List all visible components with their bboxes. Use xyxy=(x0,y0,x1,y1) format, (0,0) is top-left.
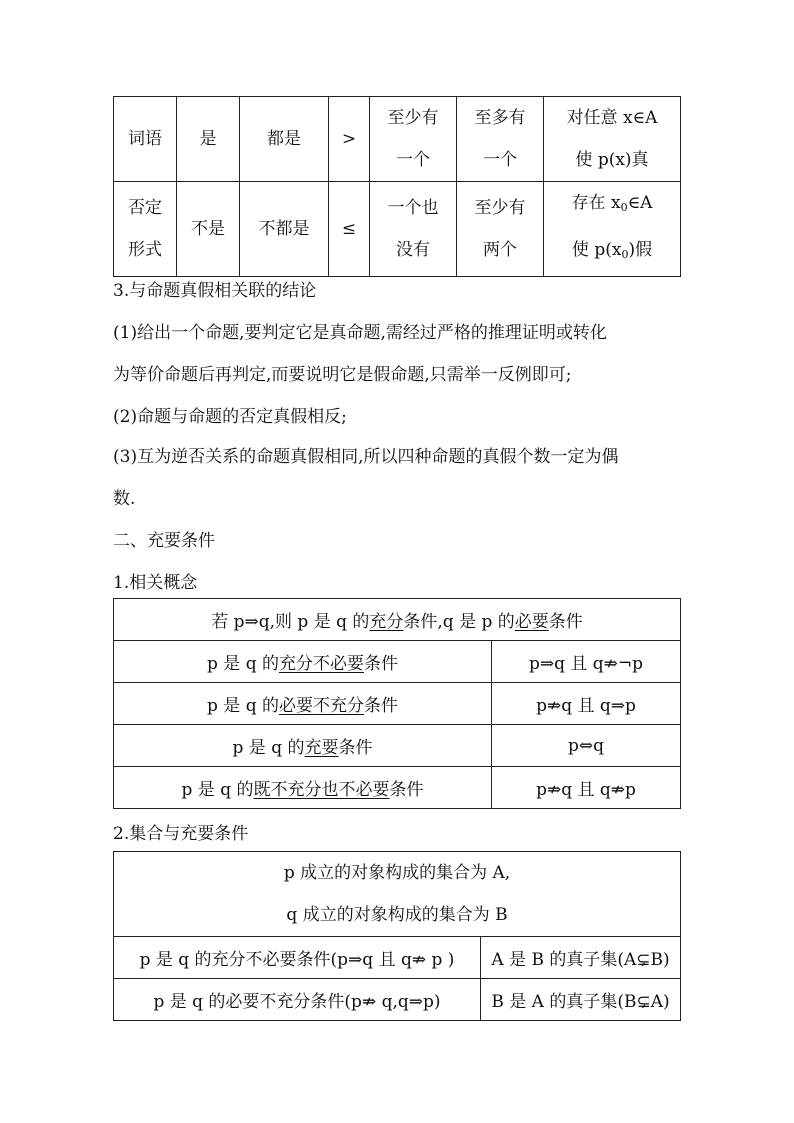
table-cell xyxy=(457,97,544,182)
table-cell xyxy=(492,767,681,809)
table-cell xyxy=(114,683,492,725)
table-row xyxy=(114,599,681,641)
cell-text: B 是 A 的真子集(B⊊A) xyxy=(491,992,670,1012)
cell-text: 两个 xyxy=(483,240,517,260)
cell-text: 一个 xyxy=(396,150,430,170)
cell-text: p⇔q xyxy=(567,735,604,756)
cell-text: 一个也 xyxy=(387,198,439,218)
cell-text xyxy=(544,229,680,276)
table-cell xyxy=(370,97,457,182)
table-header-cell xyxy=(114,852,681,937)
paragraph-line: (3)互为逆否关系的命题真假相同,所以四种命题的真假个数一定为偶 xyxy=(113,447,619,467)
text-part: 条件,q 是 p 的 xyxy=(403,612,515,632)
table-cell xyxy=(544,182,681,277)
cell-text: > xyxy=(341,129,357,149)
table-row xyxy=(114,641,681,683)
cell-text: p⇒q 且 q⇏¬p xyxy=(528,654,644,674)
text-part: 条件 xyxy=(363,654,398,674)
paragraph-line: (2)命题与命题的否定真假相反; xyxy=(113,407,347,427)
text-part: 若 p⇒q,则 p 是 q 的 xyxy=(211,612,370,632)
table-cell xyxy=(114,641,492,683)
table-cell xyxy=(114,97,177,182)
cell-text: 不是 xyxy=(191,219,225,239)
table-row xyxy=(114,979,681,1021)
cell-text xyxy=(544,182,680,229)
row-label: 形式 xyxy=(128,240,162,260)
paragraph-line: 数. xyxy=(113,489,136,509)
table-row xyxy=(114,937,681,979)
concept-table xyxy=(113,598,681,809)
table-cell xyxy=(114,937,481,979)
text-part: 存在 x xyxy=(571,193,621,213)
subscript: 0 xyxy=(620,201,628,214)
table-header-cell xyxy=(114,599,681,641)
text-part: 使 p(x xyxy=(571,240,622,260)
table-cell xyxy=(492,641,681,683)
cell-text: 至少有 xyxy=(387,108,439,128)
underlined-term: 充分不必要 xyxy=(278,654,364,674)
cell-text: p 是 q 的必要不充分条件(p⇏ q,q⇒p) xyxy=(153,992,441,1012)
cell-text: 至少有 xyxy=(474,198,526,218)
table-cell xyxy=(114,979,481,1021)
underlined-term: 既不充分也不必要 xyxy=(253,780,390,800)
table-cell xyxy=(329,97,370,182)
text-part: p 是 q 的 xyxy=(232,738,305,758)
underlined-term: 充要 xyxy=(304,738,339,758)
table-cell xyxy=(177,97,240,182)
cell-text: 使 p(x)真 xyxy=(575,150,649,170)
table-row xyxy=(114,97,681,182)
table-cell xyxy=(481,937,681,979)
table-cell xyxy=(240,97,329,182)
row-label: 词语 xyxy=(128,129,162,149)
text-part: 条件 xyxy=(363,696,398,716)
cell-text: A 是 B 的真子集(A⊊B) xyxy=(491,950,670,970)
cell-text: p 是 q 的充分不必要条件(p⇒q 且 q⇏ p ) xyxy=(139,950,455,970)
text-part: 条件 xyxy=(548,612,583,632)
row-label: 否定 xyxy=(128,198,162,218)
table-cell xyxy=(114,182,177,277)
subsection-heading: 2.集合与充要条件 xyxy=(113,824,249,844)
table-row xyxy=(114,852,681,937)
table-row xyxy=(114,182,681,277)
underlined-term: 必要 xyxy=(514,612,549,632)
table-cell xyxy=(370,182,457,277)
cell-text: 没有 xyxy=(396,240,430,260)
cell-text: 都是 xyxy=(267,129,301,149)
cell-text: ≤ xyxy=(341,219,357,239)
cell-text: 一个 xyxy=(483,150,517,170)
text-part: ∈A xyxy=(627,193,653,213)
table-row xyxy=(114,725,681,767)
paragraph-line: (1)给出一个命题,要判定它是真命题,需经过严格的推理证明或转化 xyxy=(113,323,607,343)
underlined-term: 必要不充分 xyxy=(278,696,364,716)
part-heading: 二、充要条件 xyxy=(113,531,215,551)
table-cell xyxy=(457,182,544,277)
quantifier-negation-table xyxy=(113,96,681,277)
table-row xyxy=(114,683,681,725)
table-cell xyxy=(492,725,681,767)
text-part: 条件 xyxy=(389,780,424,800)
table-cell xyxy=(492,683,681,725)
cell-text: 至多有 xyxy=(474,108,526,128)
cell-text: p⇏q 且 q⇒p xyxy=(536,696,636,716)
text-part: )假 xyxy=(628,240,653,260)
paragraph-line: 为等价命题后再判定,而要说明它是假命题,只需举一反例即可; xyxy=(113,365,572,385)
table-cell xyxy=(114,725,492,767)
cell-text: 对任意 x∈A xyxy=(566,108,658,128)
text-part: p 是 q 的 xyxy=(207,696,279,716)
subsection-heading: 1.相关概念 xyxy=(113,573,198,593)
cell-text: q 成立的对象构成的集合为 B xyxy=(286,905,508,925)
table-cell xyxy=(329,182,370,277)
cell-text: 是 xyxy=(199,129,217,149)
cell-text: 不都是 xyxy=(258,219,310,239)
text-part: 条件 xyxy=(338,738,373,758)
table-cell xyxy=(544,97,681,182)
cell-text: p⇏q 且 q⇏p xyxy=(536,780,636,800)
underlined-term: 充分 xyxy=(369,612,404,632)
text-part: p 是 q 的 xyxy=(181,780,254,800)
table-cell xyxy=(481,979,681,1021)
table-cell xyxy=(177,182,240,277)
section-heading: 3.与命题真假相关联的结论 xyxy=(113,281,317,301)
table-cell xyxy=(114,767,492,809)
cell-text: p 成立的对象构成的集合为 A, xyxy=(283,863,511,883)
subscript: 0 xyxy=(621,248,629,261)
table-cell xyxy=(240,182,329,277)
text-part: p 是 q 的 xyxy=(207,654,279,674)
table-row xyxy=(114,767,681,809)
set-condition-table xyxy=(113,851,681,1021)
